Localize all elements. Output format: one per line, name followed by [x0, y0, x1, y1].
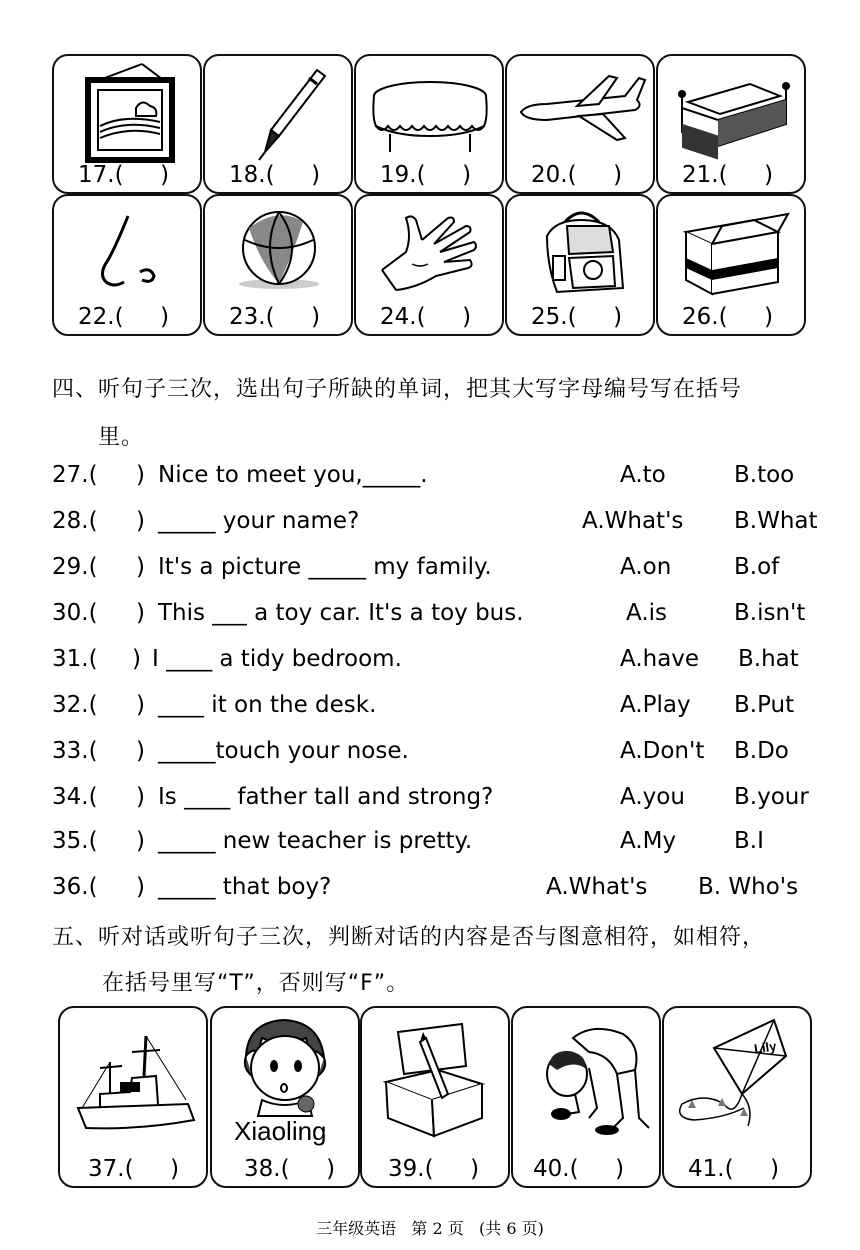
picture-card-39	[360, 1006, 510, 1188]
question-36-option-b: B. Who's	[698, 874, 799, 900]
question-27-text: Nice to meet you,_____.	[158, 462, 428, 488]
question-29-option-b: B.of	[734, 554, 780, 580]
question-27-close: )	[136, 462, 145, 488]
section-5-heading-line-1: 五、听对话或听句子三次，判断对话的内容是否与图意相符，如相符，	[52, 925, 766, 950]
question-35-option-b: B.I	[734, 828, 764, 854]
picture-card-22	[52, 194, 202, 336]
question-36-close: )	[136, 874, 145, 900]
question-32-number: 32.(	[52, 692, 98, 718]
picture-card-24	[354, 194, 504, 336]
question-number-19: 19.( )	[380, 162, 472, 188]
girl-name-caption: Xiaoling	[234, 1116, 327, 1146]
question-29-number: 29.(	[52, 554, 98, 580]
question-27-option-b: B.too	[734, 462, 795, 488]
question-number-25: 25.( )	[531, 304, 623, 330]
question-28-text: _____ your name?	[158, 508, 360, 534]
question-32-option-a: A.Play	[620, 692, 691, 718]
question-number-20: 20.( )	[531, 162, 623, 188]
question-31-option-b: B.hat	[738, 646, 799, 672]
picture-card-25	[505, 194, 655, 336]
question-34-text: Is ____ father tall and strong?	[158, 784, 494, 810]
question-36-text: _____ that boy?	[158, 874, 332, 900]
picture-card-23	[203, 194, 353, 336]
question-number-26: 26.( )	[682, 304, 774, 330]
question-33-close: )	[136, 738, 145, 764]
question-27-number: 27.(	[52, 462, 98, 488]
question-32-close: )	[136, 692, 145, 718]
question-29-text: It's a picture _____ my family.	[158, 554, 492, 580]
question-33-text: _____touch your nose.	[158, 738, 409, 764]
question-number-37: 37.( )	[88, 1156, 180, 1182]
question-number-40: 40.( )	[533, 1156, 625, 1182]
page-footer: 三年级英语 第 2 页 (共 6 页)	[316, 1219, 544, 1238]
question-30-number: 30.(	[52, 600, 98, 626]
picture-card-19	[354, 54, 504, 194]
question-29-close: )	[136, 554, 145, 580]
question-number-21: 21.( )	[682, 162, 774, 188]
picture-card-26	[656, 194, 806, 336]
question-number-23: 23.( )	[229, 304, 321, 330]
picture-card-21	[656, 54, 806, 194]
section-5-heading-line-2: 在括号里写“T”，否则写“F”。	[102, 971, 410, 996]
question-30-option-a: A.is	[626, 600, 668, 626]
picture-card-38	[210, 1006, 360, 1188]
question-32-text: ____ it on the desk.	[158, 692, 377, 718]
question-31-option-a: A.have	[620, 646, 700, 672]
question-35-close: )	[136, 828, 145, 854]
question-31-number: 31.(	[52, 646, 98, 672]
section-4-heading-line-2: 里。	[98, 425, 145, 450]
question-30-close: )	[136, 600, 145, 626]
section-4-heading-line-1: 四、听句子三次，选出句子所缺的单词，把其大写字母编号写在括号	[52, 377, 743, 402]
question-34-option-a: A.you	[620, 784, 685, 810]
picture-card-18	[203, 54, 353, 194]
picture-card-37	[58, 1006, 208, 1188]
question-34-option-b: B.your	[734, 784, 809, 810]
question-33-number: 33.(	[52, 738, 98, 764]
question-number-41: 41.( )	[688, 1156, 780, 1182]
question-33-option-b: B.Do	[734, 738, 789, 764]
question-34-close: )	[136, 784, 145, 810]
question-number-24: 24.( )	[380, 304, 472, 330]
question-36-option-a: A.What's	[546, 874, 648, 900]
question-28-number: 28.(	[52, 508, 98, 534]
question-31-text: I ____ a tidy bedroom.	[152, 646, 402, 672]
question-27-option-a: A.to	[620, 462, 666, 488]
question-31-close: )	[132, 646, 141, 672]
question-30-text: This ___ a toy car. It's a toy bus.	[158, 600, 524, 626]
kite-name-text: Lily	[753, 1038, 778, 1057]
picture-card-41	[662, 1006, 812, 1188]
question-number-18: 18.( )	[229, 162, 321, 188]
question-35-text: _____ new teacher is pretty.	[158, 828, 473, 854]
question-number-39: 39.( )	[388, 1156, 480, 1182]
question-35-number: 35.(	[52, 828, 98, 854]
question-28-option-b: B.What	[734, 508, 818, 534]
question-28-close: )	[136, 508, 145, 534]
question-36-number: 36.(	[52, 874, 98, 900]
question-34-number: 34.(	[52, 784, 98, 810]
question-number-22: 22.( )	[78, 304, 170, 330]
question-number-38: 38.( )	[244, 1156, 336, 1182]
question-number-17: 17.( )	[78, 162, 170, 188]
question-33-option-a: A.Don't	[620, 738, 705, 764]
question-35-option-a: A.My	[620, 828, 677, 854]
question-29-option-a: A.on	[620, 554, 672, 580]
question-32-option-b: B.Put	[734, 692, 795, 718]
question-30-option-b: B.isn't	[734, 600, 806, 626]
picture-card-40	[511, 1006, 661, 1188]
picture-card-20	[505, 54, 655, 194]
question-28-option-a: A.What's	[582, 508, 684, 534]
picture-card-17	[52, 54, 202, 194]
